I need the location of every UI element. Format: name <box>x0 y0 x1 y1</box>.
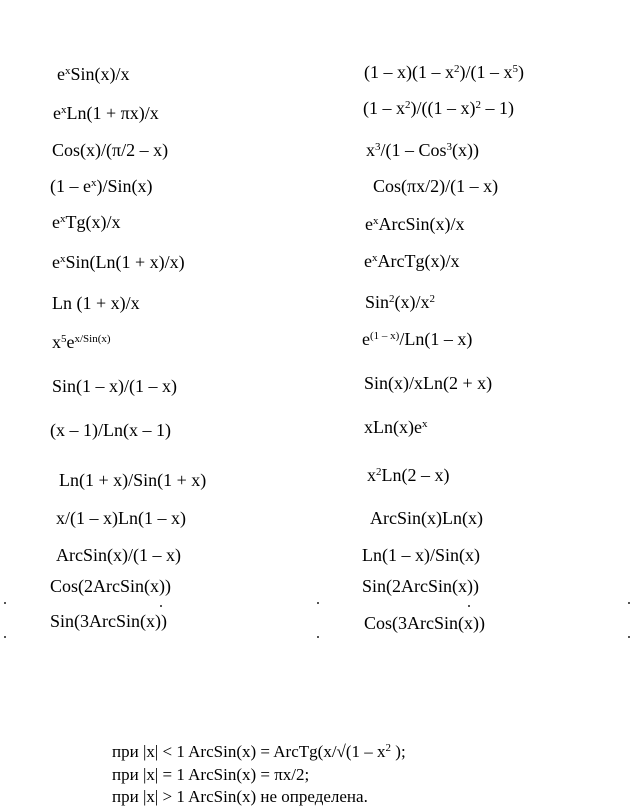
note-line-2 <box>112 765 309 785</box>
formula-text: Cos(x)/(π/2 – x) <box>52 140 169 160</box>
formula-text: e <box>365 214 373 234</box>
formula-text: )/((1 – x) <box>410 98 476 118</box>
formula-right-1 <box>364 62 524 82</box>
formula-text: Ln (1 + x)/x <box>52 293 140 313</box>
formula-text: (1 – x <box>363 98 405 118</box>
scan-speck <box>160 605 162 607</box>
formula-text: при |x| = 1 ArcSin(x) = πx/2; <box>112 765 310 784</box>
formula-text: e <box>364 251 372 271</box>
exponent: x <box>90 176 97 189</box>
exponent: 2 <box>405 98 411 111</box>
formula-text: xLn(x)e <box>364 417 422 437</box>
formula-right-9 <box>364 373 492 393</box>
scan-speck <box>4 602 6 604</box>
exponent: 2 <box>475 98 481 111</box>
formula-text: )/(1 – x <box>459 62 513 82</box>
formula-text: (x)) <box>452 140 479 160</box>
exponent: 2 <box>385 741 392 754</box>
formula-left-10 <box>50 420 171 440</box>
formula-text: (x – 1)/Ln(x – 1) <box>50 420 171 440</box>
formula-text: ArcSin(x)Ln(x) <box>370 508 483 528</box>
formula-text: при |x| > 1 ArcSin(x) не определена. <box>112 787 368 806</box>
formula-left-4 <box>50 176 152 196</box>
formula-text: e <box>362 329 370 349</box>
formula-text: Ln(2 – x) <box>381 465 450 485</box>
note-line-3 <box>112 787 368 807</box>
formula-left-13 <box>56 545 181 565</box>
exponent: x <box>372 251 378 264</box>
formula-left-6 <box>52 252 185 272</box>
formula-right-6 <box>364 251 459 271</box>
scan-speck <box>4 636 6 638</box>
formula-text: ArcTg(x)/x <box>377 251 460 271</box>
formula-text: Sin(x)/x <box>70 64 130 84</box>
formula-text: (x)/x <box>394 292 430 312</box>
scan-speck <box>317 636 319 638</box>
scan-speck <box>317 602 319 604</box>
formula-text: e <box>57 64 65 84</box>
formula-text: )/Sin(x) <box>96 176 153 196</box>
formula-text: при |x| < 1 ArcSin(x) = ArcTg(x/√(1 – x <box>112 742 386 761</box>
formula-left-5 <box>52 212 120 232</box>
formula-text: /(1 – Cos <box>380 140 447 160</box>
formula-left-7 <box>52 293 140 313</box>
formula-text: e <box>53 103 61 123</box>
exponent: x <box>61 103 67 116</box>
formula-left-15 <box>50 611 167 631</box>
formula-right-4 <box>373 176 498 196</box>
formula-text: ArcSin(x)/x <box>378 214 465 234</box>
formula-text: Ln(1 + x)/Sin(1 + x) <box>59 470 207 490</box>
formula-text: /Ln(1 – x) <box>399 329 473 349</box>
formula-left-12 <box>56 508 186 528</box>
formula-text: Cos(2ArcSin(x)) <box>50 576 171 596</box>
formula-text: ); <box>391 742 406 761</box>
formula-text: Cos(πx/2)/(1 – x) <box>373 176 499 196</box>
formula-text: – 1) <box>480 98 514 118</box>
formula-text: ArcSin(x)/(1 – x) <box>56 545 181 565</box>
formula-right-3 <box>366 140 479 160</box>
exponent: x/Sin(x) <box>74 332 111 345</box>
formula-right-2 <box>363 98 514 118</box>
formula-text: x <box>367 465 376 485</box>
exponent: 2 <box>376 465 382 478</box>
exponent: 3 <box>375 140 381 153</box>
formula-text: x <box>52 332 61 352</box>
formula-text: Cos(3ArcSin(x)) <box>364 613 485 633</box>
exponent: 2 <box>429 292 436 305</box>
exponent: 5 <box>61 332 67 345</box>
formula-text: Sin(Ln(1 + x)/x) <box>65 252 185 272</box>
formula-left-11 <box>59 470 206 490</box>
formula-right-10 <box>364 417 427 437</box>
formula-text: Ln(1 – x)/Sin(x) <box>362 545 480 565</box>
exponent: x <box>421 417 428 430</box>
formula-text: Ln(1 + πx)/x <box>66 103 159 123</box>
formula-text: Sin(x)/xLn(2 + x) <box>364 373 493 393</box>
formula-left-3 <box>52 140 168 160</box>
formula-text: ) <box>517 62 524 82</box>
formula-text: x/(1 – x)Ln(1 – x) <box>56 508 186 528</box>
formula-left-9 <box>52 376 177 396</box>
exponent: (1 – x) <box>370 329 400 342</box>
exponent: x <box>60 212 66 225</box>
formula-text: Sin(2ArcSin(x)) <box>362 576 479 596</box>
note-line-1 <box>112 742 406 762</box>
exponent: 2 <box>453 62 460 75</box>
formula-right-11 <box>367 465 449 485</box>
exponent: x <box>60 252 66 265</box>
formula-text: Sin <box>365 292 390 312</box>
formula-left-2 <box>53 103 159 123</box>
scan-speck <box>628 636 630 638</box>
formula-text: Sin(1 – x)/(1 – x) <box>52 376 177 396</box>
exponent: x <box>373 214 379 227</box>
exponent: 3 <box>446 140 453 153</box>
formula-left-8 <box>52 332 111 352</box>
formula-text: e <box>52 212 60 232</box>
formula-text: e <box>52 252 60 272</box>
formula-right-14 <box>362 576 479 596</box>
exponent: x <box>65 64 71 77</box>
formula-text: Tg(x)/x <box>65 212 121 232</box>
formula-right-8 <box>362 329 472 349</box>
formula-right-15 <box>364 613 485 633</box>
formula-right-12 <box>370 508 483 528</box>
scan-speck <box>468 605 470 607</box>
exponent: 2 <box>389 292 395 305</box>
formula-left-14 <box>50 576 171 596</box>
formula-text: Sin(3ArcSin(x)) <box>50 611 167 631</box>
formula-text: (1 – x)(1 – x <box>364 62 454 82</box>
formula-right-5 <box>365 214 464 234</box>
formula-text: e <box>66 332 75 352</box>
formula-right-13 <box>362 545 480 565</box>
formula-text: (1 – e <box>50 176 91 196</box>
formula-text: x <box>366 140 375 160</box>
exponent: 5 <box>512 62 518 75</box>
scan-speck <box>628 602 630 604</box>
formula-left-1 <box>57 64 130 84</box>
formula-right-7 <box>365 292 435 312</box>
